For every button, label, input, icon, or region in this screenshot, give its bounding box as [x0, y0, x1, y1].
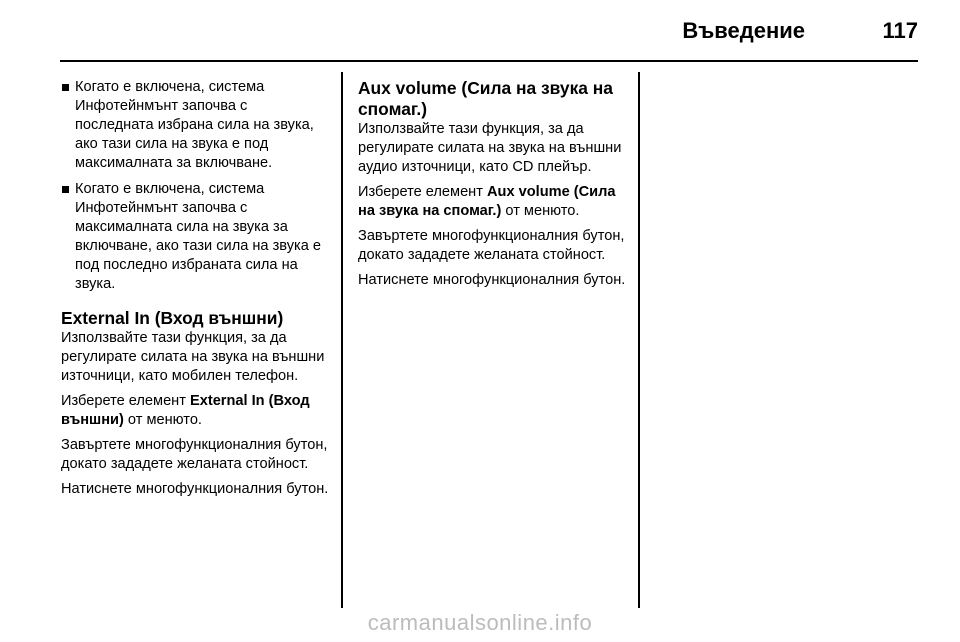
- select-suffix: от менюто.: [123, 412, 202, 428]
- left-column: [61, 78, 329, 505]
- section-heading: External In (Вход външни): [61, 308, 284, 328]
- bullet-text: Когато е включена, система Инфотейнмънт започва с максималната сила на звука за включване, ако тази сила на звука е под последно избраната сила на звука.: [75, 181, 322, 292]
- section-heading: Aux volume (Сила на звука на спомаг.): [358, 78, 613, 119]
- bullet-text: Когато е включена, система Инфотейнмънт започва с последната избрана сила на звука, ако тази сила на звука е под максималната за включване.: [75, 79, 314, 171]
- menu-item-name: Aux volume (Сила на звука на спомаг.): [358, 184, 616, 219]
- square-bullet-icon: [62, 84, 69, 91]
- select-suffix: от менюто.: [501, 203, 580, 219]
- header-divider: [60, 60, 918, 62]
- select-prefix: Изберете елемент: [358, 184, 487, 200]
- middle-column: [358, 78, 626, 296]
- menu-item-name: External In (Вход външни): [61, 393, 310, 428]
- page-number: 117: [882, 18, 918, 43]
- bullet-item: [61, 78, 329, 173]
- chapter-title: Въведение: [682, 18, 805, 43]
- column-divider: [341, 72, 343, 608]
- column-divider: [638, 72, 640, 608]
- bullet-item: [61, 180, 329, 294]
- section-intro: Използвайте тази функция, за да регулирате силата на звука на външни аудио източници, като CD плейър.: [358, 121, 622, 175]
- select-instruction: [61, 392, 329, 430]
- square-bullet-icon: [62, 186, 69, 193]
- watermark: carmanualsonline.info: [367, 610, 593, 635]
- press-instruction: Натиснете многофункционалния бутон.: [61, 481, 329, 497]
- turn-instruction: Завъртете многофункционалния бутон, докато зададете желаната стойност.: [61, 437, 328, 472]
- press-instruction: Натиснете многофункционалния бутон.: [358, 272, 626, 288]
- section-intro: Използвайте тази функция, за да регулирате силата на звука на външни източници, като мобилен телефон.: [61, 330, 325, 384]
- bullet-list: [61, 78, 329, 294]
- turn-instruction: Завъртете многофункционалния бутон, докато зададете желаната стойност.: [358, 228, 625, 263]
- select-prefix: Изберете елемент: [61, 393, 190, 409]
- select-instruction: [358, 183, 626, 221]
